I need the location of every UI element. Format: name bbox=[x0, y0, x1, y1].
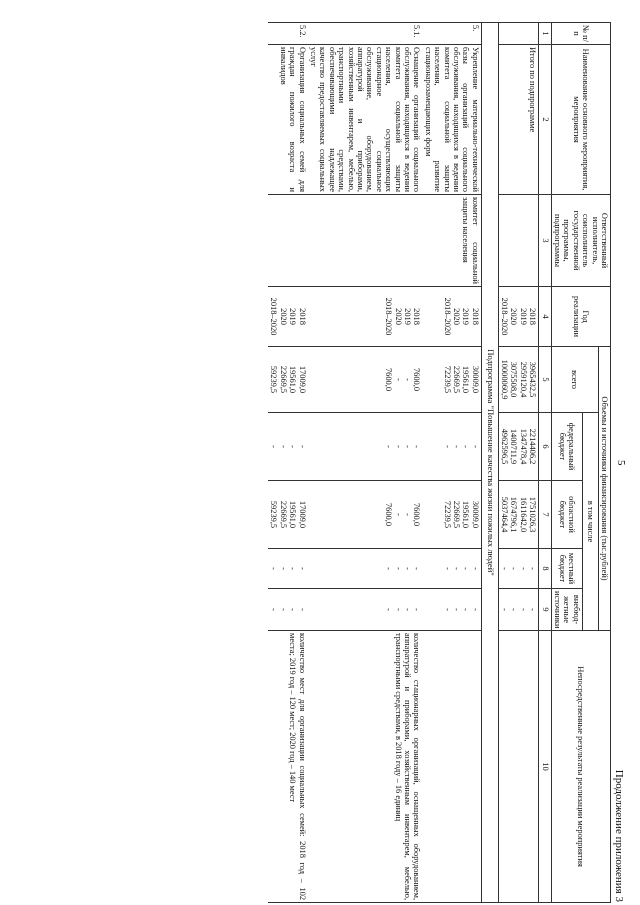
cell-value: - bbox=[384, 567, 394, 570]
cell-value: 5037464,4 bbox=[499, 496, 509, 533]
cell-value: - bbox=[403, 378, 413, 381]
cell-value: 19561,0 bbox=[461, 500, 471, 529]
col-number: 5 bbox=[539, 347, 551, 413]
row-years bbox=[308, 287, 423, 347]
cell-value: - bbox=[269, 608, 279, 611]
cell-value: - bbox=[297, 608, 307, 611]
cell-value: - bbox=[461, 567, 471, 570]
cell-value: 19561,0 bbox=[461, 365, 471, 394]
header-year: Год реализации bbox=[551, 287, 610, 347]
cell-value: 30009,0 bbox=[470, 500, 480, 529]
cell-value: - bbox=[509, 608, 519, 611]
cell-value: - bbox=[499, 567, 509, 570]
cell-value: 2020 bbox=[452, 308, 462, 325]
cell-value: - bbox=[412, 608, 422, 611]
cell-value: - bbox=[452, 445, 462, 448]
row-total bbox=[422, 347, 481, 413]
cell-value: - bbox=[403, 445, 413, 448]
cell-value: - bbox=[442, 608, 452, 611]
cell-value: - bbox=[470, 608, 480, 611]
col-number: 10 bbox=[539, 631, 551, 903]
cell-value: - bbox=[452, 608, 462, 611]
header-regional: областной бюджет bbox=[551, 481, 582, 549]
cell-value: - bbox=[403, 567, 413, 570]
cell-value: 7600,0 bbox=[412, 502, 422, 527]
total-federal bbox=[498, 413, 539, 481]
row-local bbox=[422, 549, 481, 589]
cell-value: 2019 bbox=[461, 308, 471, 325]
row-responsible bbox=[268, 195, 308, 287]
cell-value: 59239,5 bbox=[269, 365, 279, 394]
cell-value: 72239,5 bbox=[442, 365, 452, 394]
header-federal: федеральный бюджет bbox=[551, 413, 582, 481]
row-federal bbox=[308, 413, 423, 481]
row-years bbox=[422, 287, 481, 347]
financing-table bbox=[268, 22, 611, 903]
cell-value: - bbox=[297, 567, 307, 570]
cell-value: 2214406,2 bbox=[528, 428, 538, 465]
cell-value: - bbox=[269, 567, 279, 570]
cell-value: - bbox=[499, 608, 509, 611]
row-name: Оснащение организаций социального обслуживания, находящихся в ведении комитета социальной защиты населения, осуществляющих стационарное социальное обслуживание, оборудованием, аппаратурой и приборами, хозяйственным инвентарем, мебелью, транспортными средствами, обеспечивающими надлежащее качество предоставляемых социальных услуг bbox=[308, 45, 423, 195]
cell-value: - bbox=[518, 608, 528, 611]
cell-value: 2020 bbox=[393, 308, 403, 325]
col-number: 9 bbox=[539, 589, 551, 631]
cell-value: 19561,0 bbox=[288, 365, 298, 394]
col-number: 8 bbox=[539, 549, 551, 589]
total-local bbox=[498, 549, 539, 589]
cell-value: - bbox=[461, 608, 471, 611]
header-including: в том числе bbox=[582, 413, 598, 631]
row-years bbox=[268, 287, 308, 347]
cell-value: 2019 bbox=[288, 308, 298, 325]
table-row bbox=[308, 23, 423, 903]
cell-value: 2018–2020 bbox=[442, 297, 452, 336]
cell-value: 2018 bbox=[528, 308, 538, 325]
cell-value: 59239,5 bbox=[269, 500, 279, 529]
cell-value: 2019 bbox=[518, 308, 528, 325]
cell-value: 2018 bbox=[470, 308, 480, 325]
header-local: местный бюджет bbox=[551, 549, 582, 589]
cell-value: 2020 bbox=[509, 308, 519, 325]
row-local bbox=[308, 549, 423, 589]
cell-value: - bbox=[442, 567, 452, 570]
row-num: 5.2. bbox=[268, 23, 308, 45]
cell-value: - bbox=[288, 608, 298, 611]
total-years bbox=[498, 287, 539, 347]
row-extra bbox=[422, 589, 481, 631]
cell-value: 7600,0 bbox=[384, 367, 394, 392]
cell-value: 4962596,5 bbox=[499, 428, 509, 465]
cell-value: - bbox=[393, 378, 403, 381]
row-num: 5. bbox=[422, 23, 481, 45]
cell-value: 2019 bbox=[403, 308, 413, 325]
cell-value: 2020 bbox=[278, 308, 288, 325]
cell-value: - bbox=[403, 513, 413, 516]
cell-value: 1674796,1 bbox=[509, 496, 519, 533]
header-responsible: Ответственный исполнитель, соисполнитель государственной программы, подпрограммы bbox=[551, 195, 610, 287]
row-result: количество стационарных организаций, оснащенных оборудованием, аппаратурой и приборами, хозяйственным инвентарем, мебелью, транспортными средствами, в 2018 году – 16 единиц bbox=[308, 631, 423, 903]
cell-value: 2018 bbox=[297, 308, 307, 325]
cell-value: 2018–2020 bbox=[499, 297, 509, 336]
header-name: Наименование основного мероприятия, мероприятия bbox=[551, 45, 610, 195]
row-federal bbox=[268, 413, 308, 481]
cell-value: - bbox=[528, 608, 538, 611]
cell-value: 22669,5 bbox=[452, 365, 462, 394]
header-results: Непосредственные результаты реализации мероприятия bbox=[551, 631, 610, 903]
cell-value: 1400711,9 bbox=[509, 428, 519, 465]
continuation-label: Продолжение приложения 3 bbox=[613, 769, 625, 902]
cell-value: - bbox=[269, 445, 279, 448]
cell-value: 1751026,3 bbox=[528, 496, 538, 533]
row-federal bbox=[422, 413, 481, 481]
cell-value: - bbox=[384, 445, 394, 448]
cell-value: 17009,0 bbox=[297, 365, 307, 394]
col-number: 4 bbox=[539, 287, 551, 347]
cell-value: 1611642,0 bbox=[518, 496, 528, 533]
cell-value: - bbox=[393, 513, 403, 516]
cell-value: 22669,5 bbox=[452, 500, 462, 529]
cell-value: 72239,5 bbox=[442, 500, 452, 529]
total-label: Итого по подпрограмме bbox=[498, 45, 539, 195]
col-number: 7 bbox=[539, 481, 551, 549]
cell-value: 17009,0 bbox=[297, 500, 307, 529]
row-total bbox=[268, 347, 308, 413]
cell-value: 2018–2020 bbox=[384, 297, 394, 336]
table-row bbox=[268, 23, 308, 903]
row-responsible: комитет социальной защиты населения bbox=[422, 195, 481, 287]
subprogram-title: Подпрограмма "Повышение качества жизни пожилых людей" bbox=[481, 23, 498, 903]
cell-value: - bbox=[393, 567, 403, 570]
subprogram-title-row bbox=[481, 23, 498, 903]
cell-value: 22669,5 bbox=[278, 365, 288, 394]
total-all bbox=[498, 347, 539, 413]
cell-value: 22669,5 bbox=[278, 500, 288, 529]
cell-value: 3965432,5 bbox=[528, 361, 538, 398]
row-name: Организация социальных семей для граждан пожилого возраста и инвалидов bbox=[268, 45, 308, 195]
col-number: 2 bbox=[539, 45, 551, 195]
col-number: 1 bbox=[539, 23, 551, 45]
cell-value: 7600,0 bbox=[384, 502, 394, 527]
cell-value: 19561,0 bbox=[288, 500, 298, 529]
header-volumes: Объемы и источники финансирования (тыс.рублей) bbox=[598, 347, 610, 631]
row-extra bbox=[308, 589, 423, 631]
cell-value: 2018 bbox=[412, 308, 422, 325]
cell-value: 3075508,0 bbox=[509, 361, 519, 398]
cell-value: - bbox=[461, 445, 471, 448]
header-total: всего bbox=[551, 347, 598, 413]
cell-value: - bbox=[393, 608, 403, 611]
row-regional bbox=[268, 481, 308, 549]
cell-value: - bbox=[528, 567, 538, 570]
cell-value: - bbox=[412, 567, 422, 570]
header-numbers-row bbox=[539, 23, 551, 903]
row-regional bbox=[308, 481, 423, 549]
cell-value: - bbox=[470, 567, 480, 570]
cell-value: - bbox=[412, 445, 422, 448]
cell-value: - bbox=[278, 445, 288, 448]
cell-value: 2959120,4 bbox=[518, 361, 528, 398]
cell-value: - bbox=[393, 445, 403, 448]
header-num: № п/п bbox=[551, 23, 610, 45]
total-extra bbox=[498, 589, 539, 631]
cell-value: - bbox=[384, 608, 394, 611]
cell-value: 30009,0 bbox=[470, 365, 480, 394]
table-row-total bbox=[498, 23, 539, 903]
row-num: 5.1. bbox=[308, 23, 423, 45]
cell-value: - bbox=[297, 445, 307, 448]
cell-value: - bbox=[452, 567, 462, 570]
row-regional bbox=[422, 481, 481, 549]
row-name: Укрепление материально-технической базы организаций социального обслуживания, находящихся в ведении комитета социальной защиты населения, развитие стационарозамещающих форм bbox=[422, 45, 481, 195]
row-local bbox=[268, 549, 308, 589]
cell-value: - bbox=[278, 567, 288, 570]
col-number: 3 bbox=[539, 195, 551, 287]
cell-value: - bbox=[518, 567, 528, 570]
cell-value: 1347478,4 bbox=[518, 428, 528, 465]
row-responsible bbox=[308, 195, 423, 287]
total-regional bbox=[498, 481, 539, 549]
row-extra bbox=[268, 589, 308, 631]
page-number: 5 bbox=[615, 460, 627, 466]
header-extra: внебюд-жетные источники bbox=[551, 589, 582, 631]
cell-value: 2018–2020 bbox=[269, 297, 279, 336]
cell-value: - bbox=[288, 567, 298, 570]
row-total bbox=[308, 347, 423, 413]
cell-value: 10000060,9 bbox=[499, 359, 509, 400]
cell-value: - bbox=[403, 608, 413, 611]
table-row bbox=[422, 23, 481, 903]
rotated-landscape-sheet bbox=[15, 22, 625, 902]
cell-value: - bbox=[288, 445, 298, 448]
cell-value: - bbox=[442, 445, 452, 448]
cell-value: - bbox=[278, 608, 288, 611]
cell-value: - bbox=[509, 567, 519, 570]
cell-value: - bbox=[470, 445, 480, 448]
col-number: 6 bbox=[539, 413, 551, 481]
row-result bbox=[422, 631, 481, 903]
row-result: количество мест для организации социальных семей: 2018 год – 102 места; 2019 год – 120 мест; 2020 год – 140 мест bbox=[268, 631, 308, 903]
cell-value: 7600,0 bbox=[412, 367, 422, 392]
